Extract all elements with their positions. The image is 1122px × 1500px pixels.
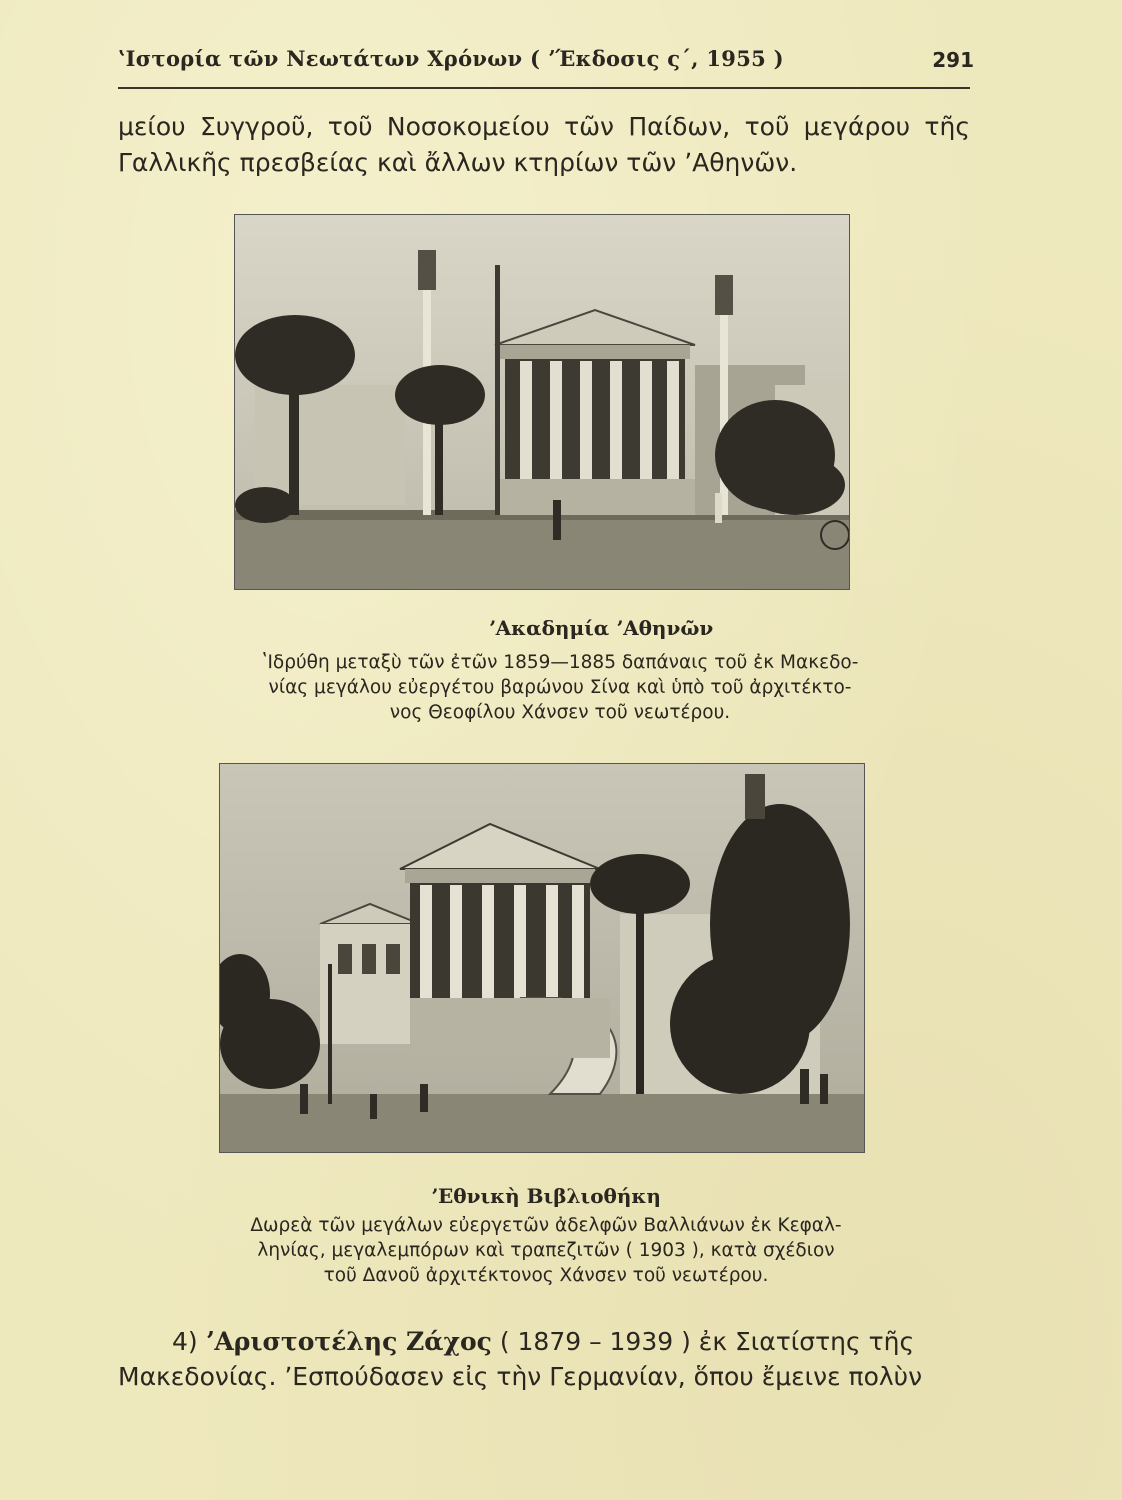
caption-line: ληνίας, μεγαλεμπόρων καὶ τραπεζιτῶν ( 1903 ), κατὰ σχέδιον	[257, 1240, 835, 1261]
academy-photo	[234, 214, 850, 590]
intro-line-1: μείου Συγγροῦ, τοῦ Νοσοκομείου τῶν Παίδων, τοῦ μεγάρου τῆς	[118, 112, 970, 141]
person-name: ʼΑριστοτέλης Ζάχος	[205, 1327, 492, 1356]
academy-photo-drawing	[235, 215, 849, 589]
caption-line: ʽΙδρύθη μεταξὺ τῶν ἐτῶν 1859—1885 δαπάναις τοῦ ἐκ Μακεδο-	[261, 652, 859, 673]
academy-caption	[200, 650, 920, 725]
intro-line-2: Γαλλικῆς πρεσβείας καὶ ἄλλων κτηρίων τῶν ʼΑθηνῶν.	[118, 148, 798, 177]
library-photo-drawing	[220, 764, 864, 1152]
caption-line: Δωρεὰ τῶν μεγάλων εὐεργετῶν ἀδελφῶν Βαλλιάνων ἐκ Κεφαλ-	[250, 1215, 842, 1236]
section-4-line-2: Μακεδονίας. ʼΕσπούδασεν εἰς τὴν Γερμανίαν, ὅπου ἔμεινε πολὺν	[118, 1362, 923, 1391]
section-number: 4)	[172, 1327, 198, 1356]
library-caption-title: ʼΕθνικὴ Βιβλιοθήκη	[431, 1184, 661, 1208]
running-title: ʽΙστορία τῶν Νεωτάτων Χρόνων ( ʼΈκδοσις ς΄, 1955 )	[118, 46, 784, 71]
library-caption	[186, 1213, 906, 1288]
running-header	[118, 44, 978, 80]
library-photo	[219, 763, 865, 1153]
caption-line: νίας μεγάλου εὐεργέτου βαρώνου Σίνα καὶ ὑπὸ τοῦ ἀρχιτέκτο-	[268, 677, 852, 698]
page-number: 291	[932, 48, 974, 72]
caption-line: νος Θεοφίλου Χάνσεν τοῦ νεωτέρου.	[389, 702, 731, 723]
header-rule	[118, 87, 970, 89]
section-4-line-1-rest: ( 1879 – 1939 ) ἐκ Σιατίστης τῆς	[499, 1327, 915, 1356]
caption-line: τοῦ Δανοῦ ἀρχιτέκτονος Χάνσεν τοῦ νεωτέρου.	[323, 1265, 769, 1286]
section-4-line-1	[118, 1325, 970, 1358]
academy-caption-title: ʼΑκαδημία ʼΑθηνῶν	[488, 616, 714, 640]
